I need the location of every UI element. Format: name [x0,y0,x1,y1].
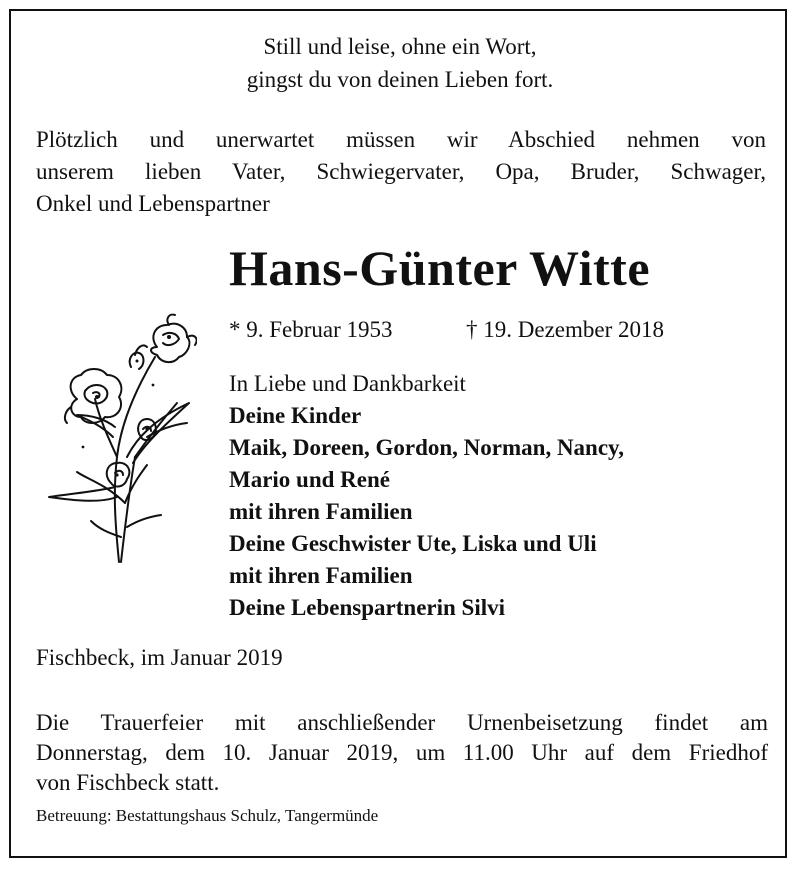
mourners-block [229,368,749,624]
funeral-line-2: Donnerstag, dem 10. Januar 2019, um 11.00 Uhr auf dem Friedhof [36,740,768,765]
mourners-line: Maik, Doreen, Gordon, Norman, Nancy, [229,435,625,460]
funeral-line-3: von Fischbeck statt. [36,770,220,795]
intro-line-1: Plötzlich und unerwartet müssen wir Abschied nehmen von [36,127,766,152]
deceased-name: Hans-Günter Witte [229,240,651,296]
mourners-line: mit ihren Familien [229,563,413,588]
funeral-info [36,708,768,798]
mourners-intro: In Liebe und Dankbarkeit [229,371,466,396]
death-date: † 19. Dezember 2018 [466,317,664,342]
carnation-illustration-icon [37,307,197,567]
verse-line-2: gingst du von deinen Lieben fort. [246,67,554,92]
intro-line-2: unserem lieben Vater, Schwiegervater, Opa, Bruder, Schwager, [36,159,766,184]
mourners-line: Deine Kinder [229,403,362,428]
intro-line-3: Onkel und Lebenspartner [36,191,270,216]
mourners-line: mit ihren Familien [229,499,413,524]
verse-line-1: Still und leise, ohne ein Wort, [263,34,537,59]
funeral-line-1: Die Trauerfeier mit anschließender Urnenbeisetzung findet am [36,710,768,735]
mourners-line: Mario und René [229,467,390,492]
obituary-notice [9,9,787,858]
funeral-home-credit: Betreuung: Bestattungshaus Schulz, Tangermünde [36,806,379,825]
mourners-line: Deine Lebenspartnerin Silvi [229,595,506,620]
mourners-line: Deine Geschwister Ute, Liska und Uli [229,531,597,556]
birth-date: * 9. Februar 1953 [229,317,393,342]
place-and-date: Fischbeck, im Januar 2019 [36,645,283,670]
